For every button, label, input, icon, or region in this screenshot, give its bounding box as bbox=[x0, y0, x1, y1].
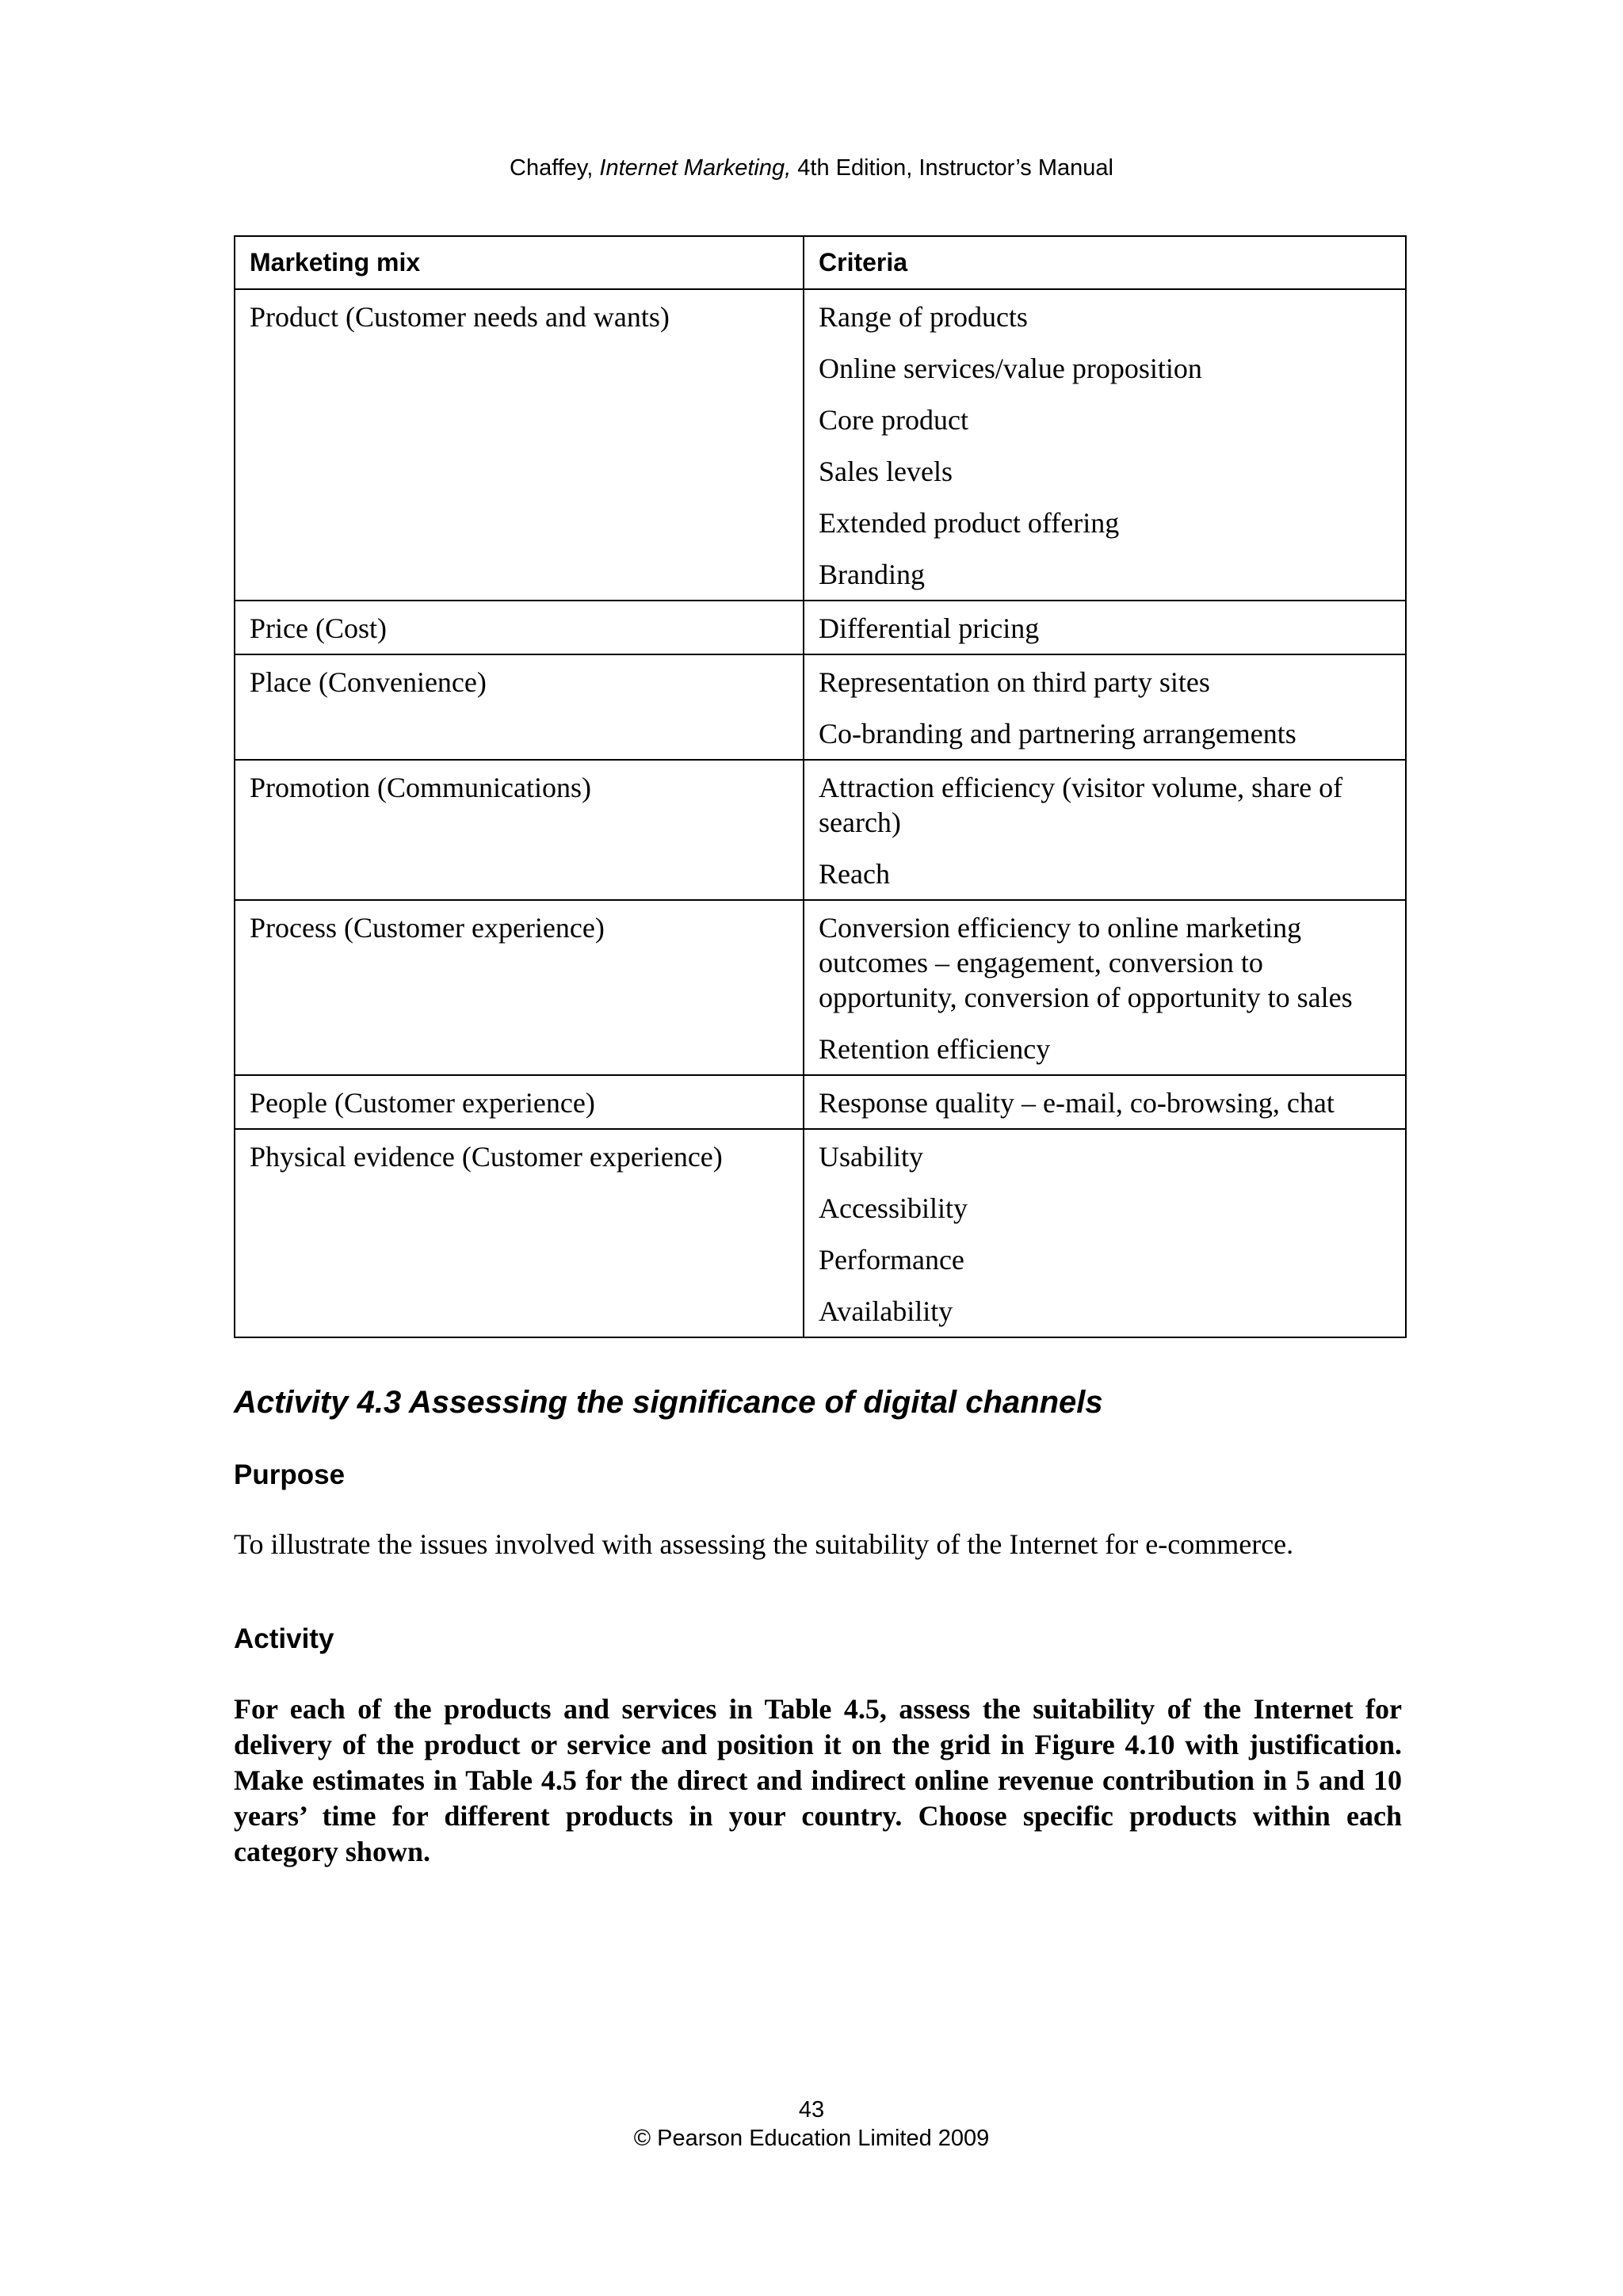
criteria-cell bbox=[804, 654, 1406, 760]
criteria-item: Extended product offering bbox=[819, 507, 1120, 539]
purpose-text: To illustrate the issues involved with assessing the suitability of the Internet for e-commerce. bbox=[234, 1528, 1294, 1560]
criteria-cell bbox=[804, 289, 1406, 601]
marketing-mix-cell: People (Customer experience) bbox=[235, 1075, 804, 1129]
criteria-item: Sales levels bbox=[819, 456, 953, 487]
marketing-mix-cell: Process (Customer experience) bbox=[235, 900, 804, 1075]
header-edition: 4th Edition, Instructor’s Manual bbox=[791, 155, 1113, 181]
criteria-item: Usability bbox=[819, 1141, 923, 1173]
activity-subheading: Activity bbox=[234, 1623, 334, 1654]
criteria-item: Differential pricing bbox=[819, 612, 1040, 644]
table-row bbox=[235, 654, 1406, 760]
criteria-cell bbox=[804, 1075, 1406, 1129]
purpose-heading: Purpose bbox=[234, 1459, 346, 1490]
activity-heading: Activity 4.3 Assessing the significance of digital channels bbox=[234, 1385, 1103, 1420]
marketing-mix-cell: Price (Cost) bbox=[235, 601, 804, 654]
running-header bbox=[0, 155, 1623, 181]
table-body bbox=[235, 289, 1406, 1337]
criteria-item: Conversion efficiency to online marketing outcomes – engagement, conversion to opportunity, conversion of opportunity to sales bbox=[819, 912, 1353, 1013]
table-row bbox=[235, 601, 1406, 654]
criteria-item: Range of products bbox=[819, 301, 1028, 333]
table-row bbox=[235, 1075, 1406, 1129]
header-author: Chaffey, bbox=[510, 155, 600, 181]
column-header-marketing-mix: Marketing mix bbox=[235, 236, 804, 289]
column-header-criteria: Criteria bbox=[804, 236, 1406, 289]
criteria-item: Attraction efficiency (visitor volume, share of search) bbox=[819, 772, 1343, 838]
criteria-item: Core product bbox=[819, 404, 968, 436]
criteria-cell bbox=[804, 1129, 1406, 1337]
table-row bbox=[235, 760, 1406, 900]
marketing-mix-cell: Place (Convenience) bbox=[235, 654, 804, 760]
marketing-mix-cell: Promotion (Communications) bbox=[235, 760, 804, 900]
copyright-notice: © Pearson Education Limited 2009 bbox=[633, 2126, 990, 2151]
table-row bbox=[235, 289, 1406, 601]
criteria-item: Co-branding and partnering arrangements bbox=[819, 718, 1296, 749]
page-number: 43 bbox=[798, 2097, 825, 2122]
criteria-item: Branding bbox=[819, 559, 925, 590]
activity-instructions: For each of the products and services in Table 4.5, assess the suitability of the Internet for delivery of the product or service and position it on the grid in Figure 4.10 with justification. Make estimates in Table 4.5 for the direct and indirect online revenue contribution in 5 and 10 years’ time for different products in your country. Choose specific products within each category shown. bbox=[234, 1693, 1402, 1867]
marketing-mix-cell: Product (Customer needs and wants) bbox=[235, 289, 804, 601]
table-header-row bbox=[235, 236, 1406, 289]
header-book-title: Internet Marketing, bbox=[599, 155, 792, 181]
marketing-mix-cell: Physical evidence (Customer experience) bbox=[235, 1129, 804, 1337]
criteria-item: Performance bbox=[819, 1244, 964, 1276]
criteria-item: Response quality – e-mail, co-browsing, chat bbox=[819, 1087, 1335, 1119]
criteria-item: Online services/value proposition bbox=[819, 353, 1202, 384]
criteria-cell bbox=[804, 601, 1406, 654]
criteria-item: Accessibility bbox=[819, 1192, 968, 1224]
marketing-mix-table bbox=[234, 235, 1407, 1338]
table-row bbox=[235, 900, 1406, 1075]
criteria-item: Availability bbox=[819, 1295, 953, 1327]
table-row bbox=[235, 1129, 1406, 1337]
page-footer bbox=[0, 2096, 1623, 2153]
criteria-item: Retention efficiency bbox=[819, 1033, 1051, 1065]
criteria-item: Representation on third party sites bbox=[819, 666, 1210, 698]
criteria-cell bbox=[804, 760, 1406, 900]
criteria-item: Reach bbox=[819, 858, 890, 890]
criteria-cell bbox=[804, 900, 1406, 1075]
